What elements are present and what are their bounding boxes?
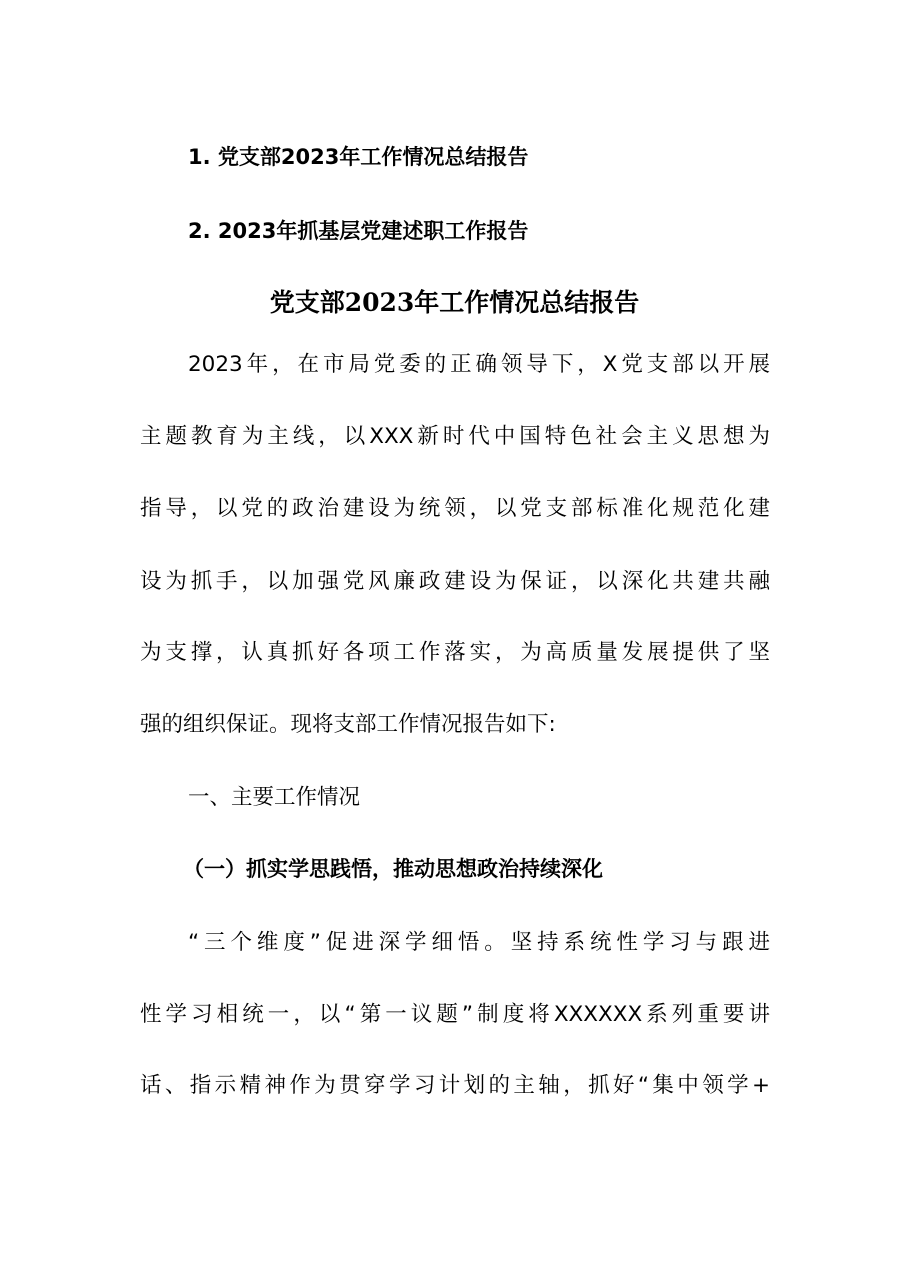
subsection-paragraph-line: 性学习相统一，以“第一议题”制度将XXXXXX系列重要讲 <box>140 1002 770 1027</box>
toc-item-1: 1. 党支部2023年工作情况总结报告 <box>188 145 529 169</box>
toc-item-2: 2. 2023年抓基层党建述职工作报告 <box>188 219 529 243</box>
subsection-paragraph-line: “三个维度”促进深学细悟。坚持系统性学习与跟进 <box>188 930 770 955</box>
intro-paragraph-line: 强的组织保证。现将支部工作情况报告如下: <box>140 712 556 737</box>
subsection-heading: （一）抓实学思践悟，推动思想政治持续深化 <box>183 857 603 881</box>
intro-paragraph-line: 指导，以党的政治建设为统领，以党支部标准化规范化建 <box>140 496 770 521</box>
intro-paragraph-line: 设为抓手，以加强党风廉政建设为保证，以深化共建共融 <box>140 569 770 594</box>
document-title: 党支部2023年工作情况总结报告 <box>269 288 640 317</box>
intro-paragraph-line: 为支撑，认真抓好各项工作落实，为高质量发展提供了坚 <box>140 640 770 665</box>
intro-paragraph-line: 主题教育为主线，以XXX新时代中国特色社会主义思想为 <box>140 424 770 449</box>
intro-paragraph-line: 2023年，在市局党委的正确领导下，X党支部以开展 <box>188 352 770 377</box>
subsection-paragraph-line: 话、指示精神作为贯穿学习计划的主轴，抓好“集中领学+ <box>140 1073 770 1098</box>
section-heading: 一、主要工作情况 <box>188 785 361 810</box>
